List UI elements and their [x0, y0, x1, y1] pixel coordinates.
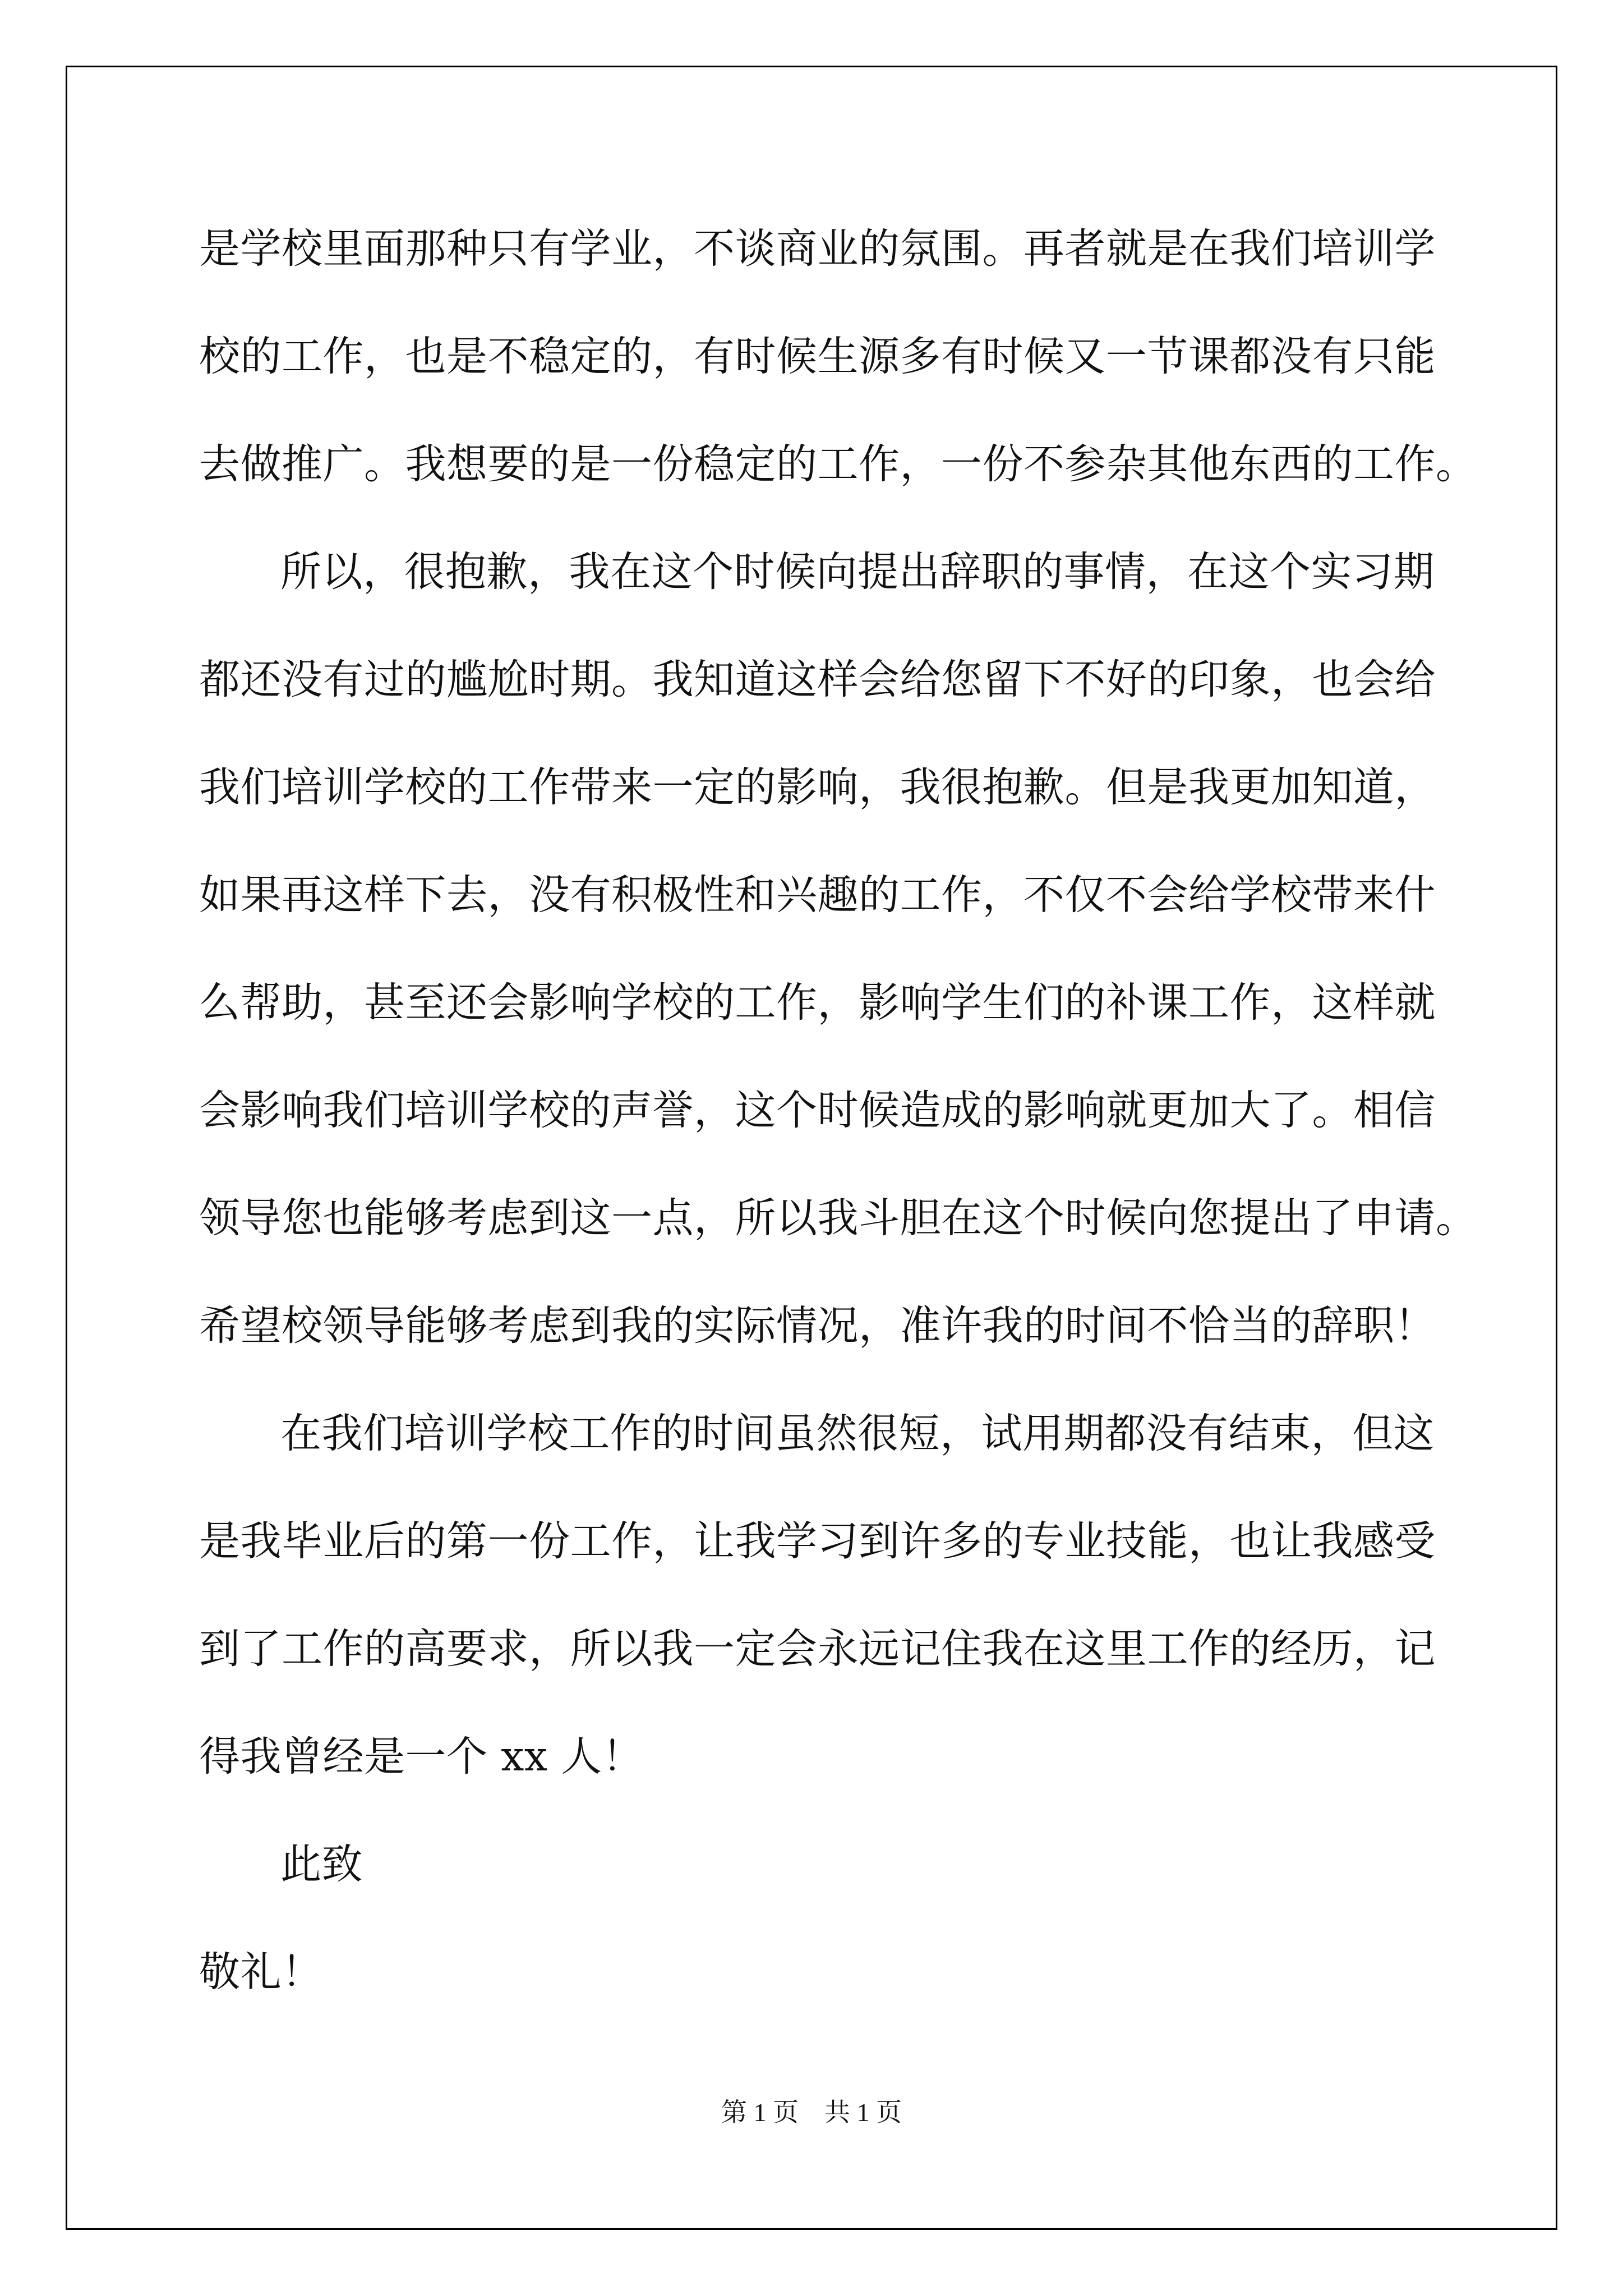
page-frame: [66, 66, 1557, 2230]
body-line-2: 校的工作，也是不稳定的，有时候生源多有时候又一节课都没有只能: [199, 333, 1436, 380]
body-line-1: 是学校里面那种只有学业，不谈商业的氛围。再者就是在我们培训学: [199, 225, 1436, 273]
body-line-10: 领导您也能够考虑到这一点，所以我斗胆在这个时候向您提出了申请。: [199, 1194, 1477, 1242]
body-line-13: 是我毕业后的第一份工作，让我学习到许多的专业技能，也让我感受: [199, 1517, 1436, 1565]
body-line-8: 么帮助，甚至还会影响学校的工作，影响学生们的补课工作，这样就: [199, 979, 1436, 1027]
body-line-11: 希望校领导能够考虑到我的实际情况，准许我的时间不恰当的辞职！: [199, 1302, 1436, 1350]
body-line-9: 会影响我们培训学校的声誉，这个时候造成的影响就更加大了。相信: [199, 1087, 1436, 1134]
closing-greeting: 此致: [280, 1841, 363, 1888]
body-line-14: 到了工作的高要求，所以我一定会永远记住我在这里工作的经历，记: [199, 1625, 1436, 1673]
body-line-12: 在我们培训学校工作的时间虽然很短，试用期都没有结束，但这: [280, 1410, 1435, 1457]
body-line-3: 去做推广。我想要的是一份稳定的工作，一份不参杂其他东西的工作。: [199, 440, 1477, 488]
body-line-6: 我们培训学校的工作带来一定的影响，我很抱歉。但是我更加知道，: [199, 763, 1436, 811]
body-line-5: 都还没有过的尴尬时期。我知道这样会给您留下不好的印象，也会给: [199, 656, 1436, 703]
body-line-15: 得我曾经是一个 xx 人！: [199, 1733, 644, 1780]
closing-salute: 敬礼！: [199, 1948, 323, 1996]
body-line-7: 如果再这样下去，没有积极性和兴趣的工作，不仅不会给学校带来什: [199, 871, 1436, 919]
body-line-4: 所以，很抱歉，我在这个时候向提出辞职的事情，在这个实习期: [280, 548, 1435, 596]
page-number-footer: 第 1 页 共 1 页: [721, 2098, 902, 2127]
